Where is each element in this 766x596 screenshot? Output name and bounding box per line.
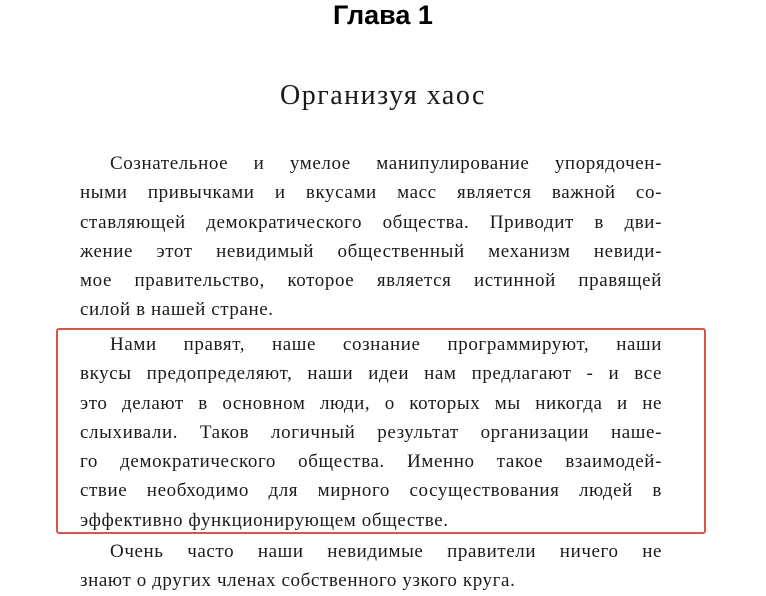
chapter-heading: Глава 1 xyxy=(333,0,433,30)
paragraph-line: ставляющей демократического общества. Приводит в дви- xyxy=(80,211,662,233)
paragraph-3 xyxy=(80,537,662,596)
paragraph-line: ными привычками и вкусами масс является важной со- xyxy=(80,182,662,204)
paragraph-line: Очень часто наши невидимые правители ничего не xyxy=(110,541,662,562)
paragraph-line: эффективно функционирующем обществе. xyxy=(80,509,449,531)
paragraph-line: Сознательное и умелое манипулирование упорядочен- xyxy=(110,153,662,174)
paragraph-line: слыхивали. Таков логичный результат организации наше- xyxy=(80,421,662,443)
paragraph-line: мое правительство, которое является истинной правящей xyxy=(80,270,662,292)
paragraph-line: это делают в основном люди, о которых мы никогда и не xyxy=(80,392,662,414)
paragraph-line: го демократического общества. Именно такое взаимодей- xyxy=(80,451,662,473)
paragraph-2-highlighted xyxy=(80,330,662,535)
paragraph-line: знают о других членах собственного узкого круга. xyxy=(80,570,516,592)
paragraph-line: силой в нашей стране. xyxy=(80,299,274,321)
paragraph-line: вкусы предопределяют, наши идеи нам предлагают - и все xyxy=(80,363,662,385)
paragraph-1 xyxy=(80,149,662,325)
chapter-title: Организуя хаос xyxy=(280,80,486,111)
paragraph-line: ствие необходимо для мирного сосуществования людей в xyxy=(80,480,662,502)
paragraph-line: Нами правят, наше сознание программируют, наши xyxy=(110,334,662,355)
paragraph-line: жение этот невидимый общественный механизм невиди- xyxy=(80,240,662,262)
